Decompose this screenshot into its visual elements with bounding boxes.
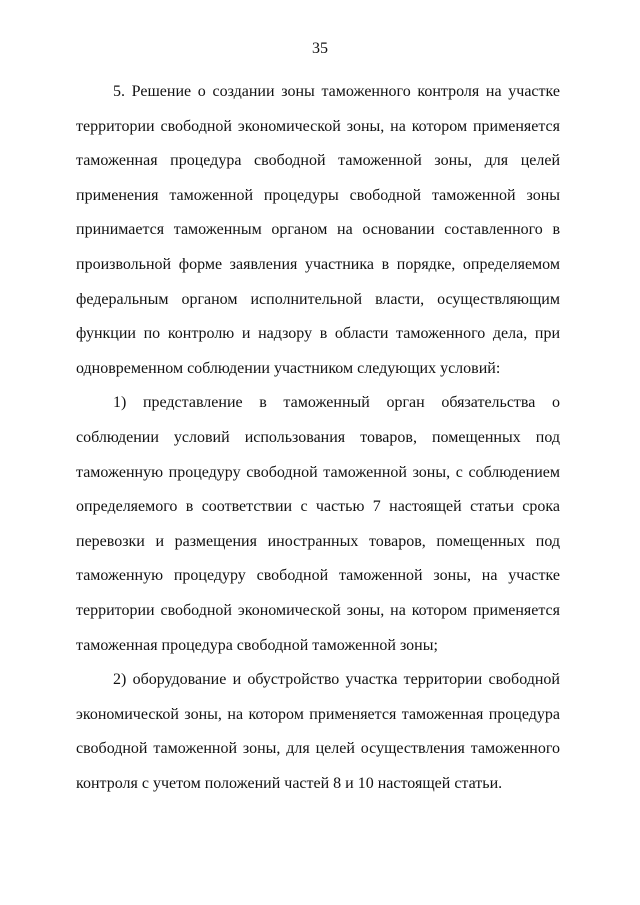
paragraph-5: 5. Решение о создании зоны таможенного контроля на участке территории свободной экономической зоны, на котором применяется таможенная процедура свободной таможенной зоны, для целей применения таможенной процедуры свободной таможенной зоны принимается таможенным органом на основании составленного в произвольной форме заявления участника в порядке, определяемом федеральным органом исполнительной власти, осуществляющим функции по контролю и надзору в области таможенного дела, при одновременном соблюдении участником следующих условий: bbox=[76, 83, 560, 377]
list-item-1: 1) представление в таможенный орган обязательства о соблюдении условий использования товаров, помещенных под таможенную процедуру свободной таможенной зоны, с соблюдением определяемого в соответствии с частью 7 настоящей статьи срока перевозки и размещения иностранных товаров, помещенных под таможенную процедуру свободной таможенной зоны, на участке территории свободной экономической зоны, на котором применяется таможенная процедура свободной таможенной зоны; bbox=[76, 394, 560, 654]
list-item-2: 2) оборудование и обустройство участка территории свободной экономической зоны, на котором применяется таможенная процедура свободной таможенной зоны, для целей осуществления таможенного контроля с учетом положений частей 8 и 10 настоящей статьи. bbox=[76, 671, 560, 792]
document-body bbox=[76, 75, 560, 801]
page-number: 35 bbox=[312, 40, 328, 57]
